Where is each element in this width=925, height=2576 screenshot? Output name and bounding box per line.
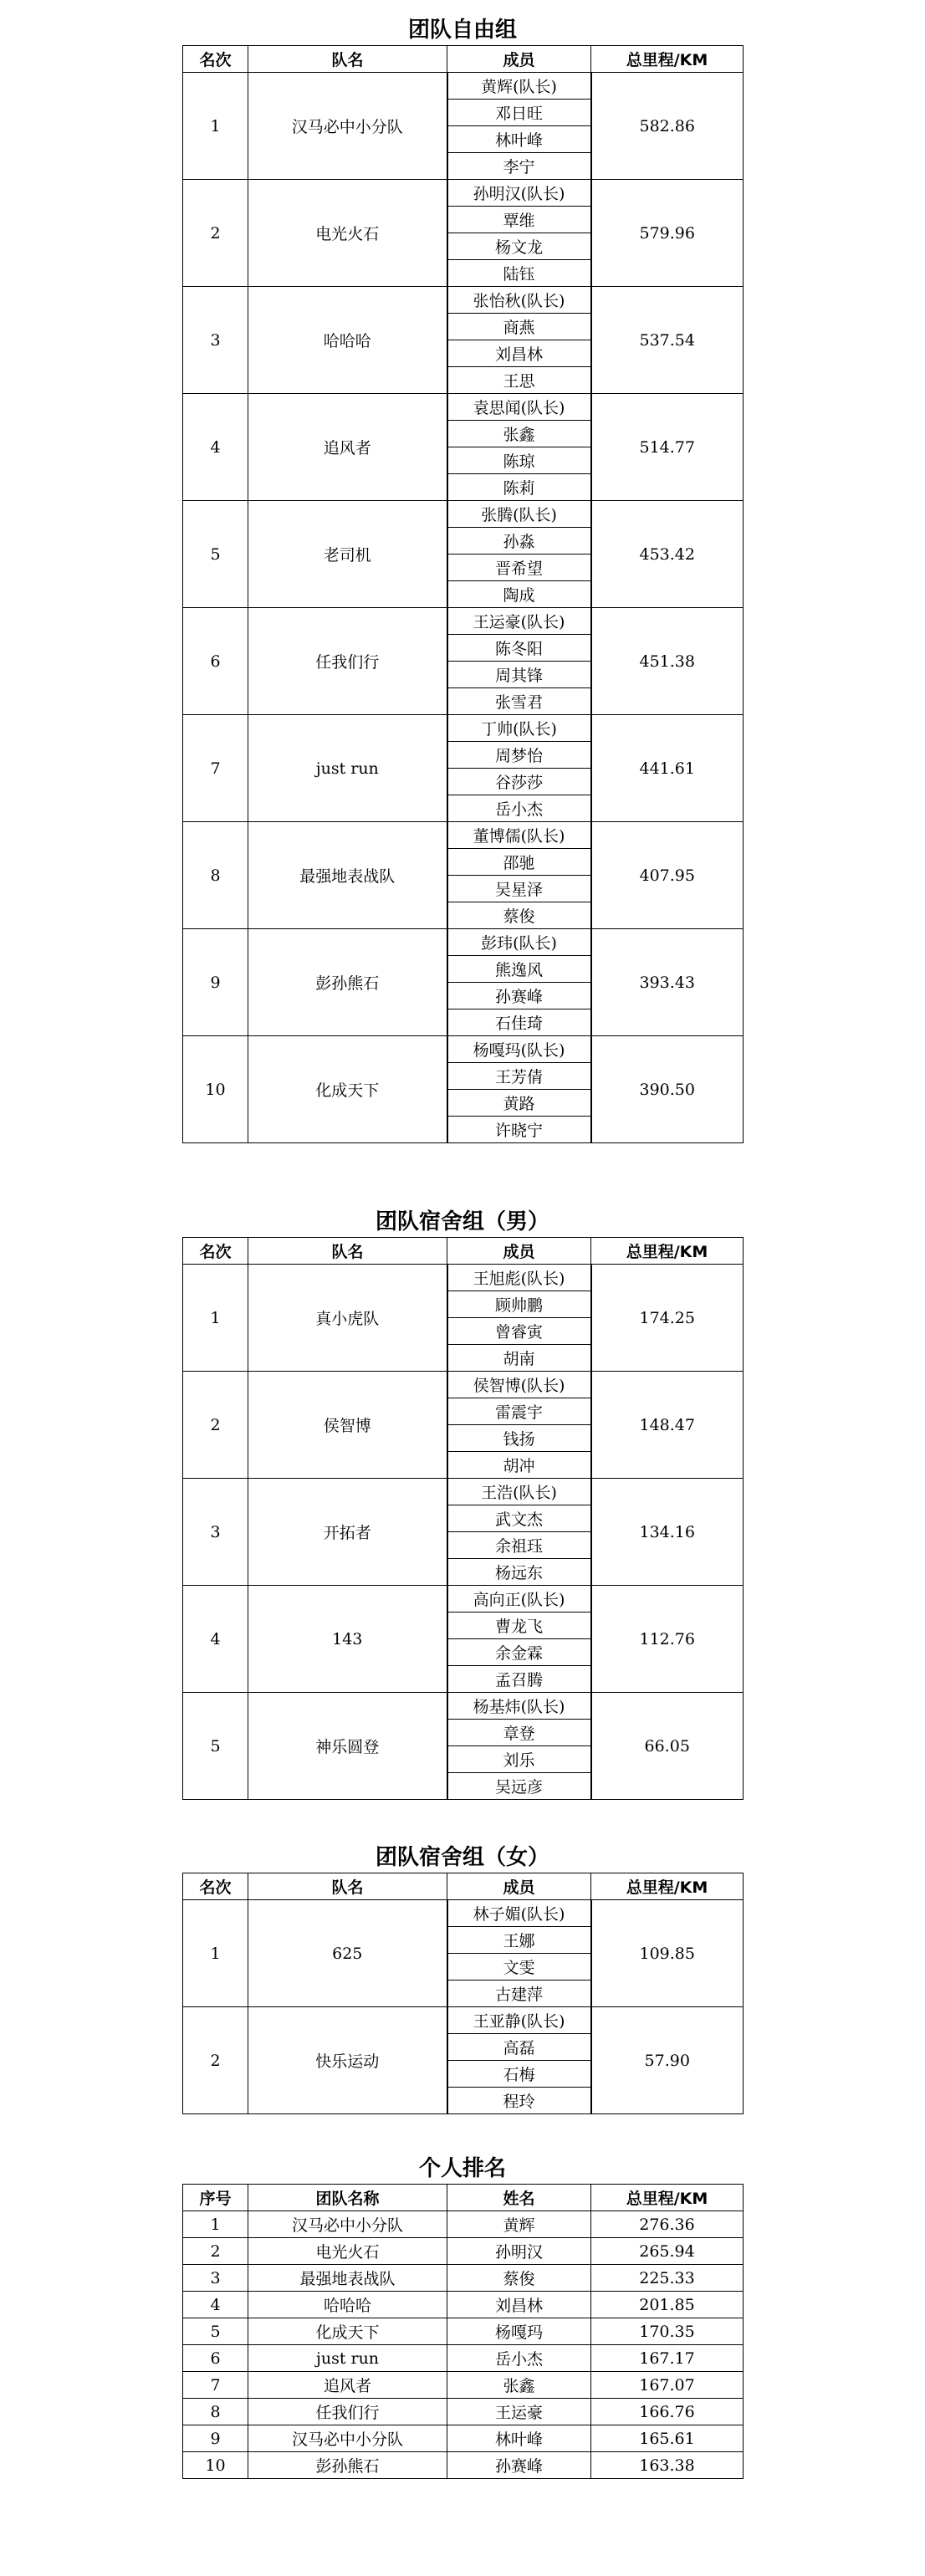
number-cell: 3 [183,2265,248,2292]
member-cell: 王亚静(队长) [447,2007,591,2034]
distance-cell: 201.85 [591,2292,744,2318]
member-cell: 王思 [447,367,591,394]
column-header: 成员 [447,1873,591,1900]
table-row [183,2452,744,2479]
member-cell: 章登 [447,1720,591,1746]
member-cell: 丁帅(队长) [447,715,591,742]
member-cell: 林叶峰 [447,126,591,153]
table-row [183,1900,744,1927]
distance-cell: 165.61 [591,2425,744,2452]
section-dorm-male [182,1207,743,1800]
table-row [183,2265,744,2292]
rank-cell: 2 [183,180,248,287]
table-row [183,2211,744,2238]
column-header: 队名 [248,46,447,73]
distance-cell: 109.85 [591,1900,744,2007]
free-group-title: 团队自由组 [407,18,517,43]
team-name-cell: 追风者 [248,2372,447,2399]
number-cell: 1 [183,2211,248,2238]
person-name-cell: 王运豪 [447,2399,591,2425]
table-row [183,2425,744,2452]
column-header: 姓名 [447,2185,591,2211]
number-cell: 8 [183,2399,248,2425]
member-cell: 刘乐 [447,1746,591,1773]
table-row [183,822,744,849]
dorm-female-title: 团队宿舍组（女） [375,1845,549,1870]
member-cell: 陶成 [447,581,591,608]
header-row [183,1873,744,1900]
dorm-male-table [182,1237,744,1800]
member-cell: 王芳倩 [447,1063,591,1090]
table-row [183,2238,744,2265]
team-name-cell: 汉马必中小分队 [248,73,447,180]
individual-title: 个人排名 [418,2156,506,2181]
table-row [183,501,744,528]
member-cell: 覃维 [447,207,591,233]
rank-cell: 5 [183,501,248,608]
table-row [183,715,744,742]
member-cell: 周其锋 [447,662,591,688]
dorm-female-table [182,1873,744,2114]
dorm-male-title: 团队宿舍组（男） [375,1209,549,1234]
member-cell: 商燕 [447,314,591,340]
team-name-cell: 电光火石 [248,180,447,287]
rank-cell: 1 [183,1265,248,1372]
member-cell: 张腾(队长) [447,501,591,528]
team-name-cell: 最强地表战队 [248,2265,447,2292]
team-name-cell: just run [248,715,447,822]
rank-cell: 10 [183,1036,248,1143]
number-cell: 7 [183,2372,248,2399]
member-cell: 石梅 [447,2061,591,2088]
column-header: 队名 [248,1238,447,1265]
member-cell: 杨嘎玛(队长) [447,1036,591,1063]
distance-cell: 582.86 [591,73,744,180]
team-name-cell: 电光火石 [248,2238,447,2265]
distance-cell: 167.17 [591,2345,744,2372]
member-cell: 周梦怡 [447,742,591,769]
team-name-cell: 彭孙熊石 [248,2452,447,2479]
column-header: 成员 [447,46,591,73]
member-cell: 余金霖 [447,1639,591,1666]
team-name-cell: 快乐运动 [248,2007,447,2114]
team-name-cell: 侯智博 [248,1372,447,1479]
header-row [183,46,744,73]
table-row [183,1265,744,1291]
table-row [183,2345,744,2372]
person-name-cell: 林叶峰 [447,2425,591,2452]
team-name-cell: 任我们行 [248,608,447,715]
member-cell: 胡冲 [447,1452,591,1479]
member-cell: 陈冬阳 [447,635,591,662]
column-header: 总里程/KM [591,46,744,73]
individual-table [182,2184,744,2479]
rank-cell: 1 [183,1900,248,2007]
team-name-cell: 开拓者 [248,1479,447,1586]
section-individual [182,2154,743,2479]
number-cell: 5 [183,2318,248,2345]
distance-cell: 112.76 [591,1586,744,1693]
rank-cell: 1 [183,73,248,180]
table-row [183,2007,744,2034]
member-cell: 黄辉(队长) [447,73,591,100]
table-row [183,287,744,314]
number-cell: 6 [183,2345,248,2372]
table-row [183,2372,744,2399]
member-cell: 张怡秋(队长) [447,287,591,314]
distance-cell: 276.36 [591,2211,744,2238]
table-row [183,608,744,635]
distance-cell: 451.38 [591,608,744,715]
table-row [183,1036,744,1063]
distance-cell: 265.94 [591,2238,744,2265]
person-name-cell: 岳小杰 [447,2345,591,2372]
member-cell: 孙淼 [447,528,591,555]
team-name-cell: 哈哈哈 [248,2292,447,2318]
table-row [183,1693,744,1720]
header-row [183,1238,744,1265]
column-header: 序号 [183,2185,248,2211]
distance-cell: 166.76 [591,2399,744,2425]
distance-cell: 537.54 [591,287,744,394]
member-cell: 吴远彦 [447,1773,591,1800]
column-header: 总里程/KM [591,2185,744,2211]
member-cell: 曹龙飞 [447,1613,591,1639]
distance-cell: 134.16 [591,1479,744,1586]
member-cell: 熊逸风 [447,956,591,983]
member-cell: 林子媚(队长) [447,1900,591,1927]
rank-cell: 4 [183,394,248,501]
distance-cell: 390.50 [591,1036,744,1143]
team-name-cell: 真小虎队 [248,1265,447,1372]
rank-cell: 6 [183,608,248,715]
member-cell: 邵驰 [447,849,591,876]
rank-cell: 9 [183,929,248,1036]
rank-cell: 3 [183,287,248,394]
column-header: 团队名称 [248,2185,447,2211]
member-cell: 邓日旺 [447,100,591,126]
section-free-group [182,15,743,1143]
team-name-cell: 625 [248,1900,447,2007]
number-cell: 2 [183,2238,248,2265]
distance-cell: 66.05 [591,1693,744,1800]
free-group-table [182,45,744,1143]
distance-cell: 167.07 [591,2372,744,2399]
table-row [183,1372,744,1398]
member-cell: 侯智博(队长) [447,1372,591,1398]
team-name-cell: 汉马必中小分队 [248,2425,447,2452]
member-cell: 王运豪(队长) [447,608,591,635]
member-cell: 张鑫 [447,421,591,447]
member-cell: 刘昌林 [447,340,591,367]
distance-cell: 57.90 [591,2007,744,2114]
member-cell: 孙赛峰 [447,983,591,1009]
table-row [183,2292,744,2318]
table-row [183,2318,744,2345]
distance-cell: 441.61 [591,715,744,822]
member-cell: 许晓宁 [447,1117,591,1143]
member-cell: 胡南 [447,1345,591,1372]
member-cell: 陈莉 [447,474,591,501]
member-cell: 文雯 [447,1954,591,1981]
member-cell: 黄路 [447,1090,591,1117]
member-cell: 王旭彪(队长) [447,1265,591,1291]
member-cell: 钱扬 [447,1425,591,1452]
rank-cell: 2 [183,1372,248,1479]
team-name-cell: 哈哈哈 [248,287,447,394]
distance-cell: 163.38 [591,2452,744,2479]
column-header: 总里程/KM [591,1238,744,1265]
number-cell: 9 [183,2425,248,2452]
column-header: 名次 [183,46,248,73]
person-name-cell: 蔡俊 [447,2265,591,2292]
member-cell: 谷莎莎 [447,769,591,795]
table-row [183,180,744,207]
column-header: 队名 [248,1873,447,1900]
member-cell: 陆钰 [447,260,591,287]
person-name-cell: 杨嘎玛 [447,2318,591,2345]
member-cell: 孟召腾 [447,1666,591,1693]
person-name-cell: 黄辉 [447,2211,591,2238]
member-cell: 晋希望 [447,555,591,581]
member-cell: 杨远东 [447,1559,591,1586]
distance-cell: 407.95 [591,822,744,929]
header-row [183,2185,744,2211]
table-row [183,1586,744,1613]
column-header: 成员 [447,1238,591,1265]
team-name-cell: 神乐圆登 [248,1693,447,1800]
member-cell: 吴星泽 [447,876,591,902]
member-cell: 岳小杰 [447,795,591,822]
table-row [183,2399,744,2425]
column-header: 总里程/KM [591,1873,744,1900]
team-name-cell: 彭孙熊石 [248,929,447,1036]
team-name-cell: 143 [248,1586,447,1693]
member-cell: 雷震宇 [447,1398,591,1425]
member-cell: 武文杰 [447,1505,591,1532]
person-name-cell: 孙明汉 [447,2238,591,2265]
team-name-cell: 老司机 [248,501,447,608]
member-cell: 彭玮(队长) [447,929,591,956]
member-cell: 杨基炜(队长) [447,1693,591,1720]
member-cell: 董博儒(队长) [447,822,591,849]
member-cell: 蔡俊 [447,902,591,929]
member-cell: 王娜 [447,1927,591,1954]
member-cell: 李宁 [447,153,591,180]
team-name-cell: 最强地表战队 [248,822,447,929]
team-name-cell: 任我们行 [248,2399,447,2425]
member-cell: 王浩(队长) [447,1479,591,1505]
member-cell: 曾睿寅 [447,1318,591,1345]
rank-cell: 7 [183,715,248,822]
table-row [183,394,744,421]
distance-cell: 170.35 [591,2318,744,2345]
member-cell: 高磊 [447,2034,591,2061]
rank-cell: 3 [183,1479,248,1586]
table-row [183,929,744,956]
column-header: 名次 [183,1873,248,1900]
table-row [183,1479,744,1505]
section-dorm-female [182,1843,743,2114]
distance-cell: 225.33 [591,2265,744,2292]
team-name-cell: 化成天下 [248,2318,447,2345]
number-cell: 10 [183,2452,248,2479]
member-cell: 古建萍 [447,1981,591,2007]
member-cell: 张雪君 [447,688,591,715]
team-name-cell: 化成天下 [248,1036,447,1143]
person-name-cell: 孙赛峰 [447,2452,591,2479]
member-cell: 顾帅鹏 [447,1291,591,1318]
team-name-cell: 追风者 [248,394,447,501]
distance-cell: 514.77 [591,394,744,501]
number-cell: 4 [183,2292,248,2318]
member-cell: 陈琼 [447,447,591,474]
rank-cell: 4 [183,1586,248,1693]
member-cell: 杨文龙 [447,233,591,260]
member-cell: 袁思闻(队长) [447,394,591,421]
rank-cell: 5 [183,1693,248,1800]
rank-cell: 2 [183,2007,248,2114]
member-cell: 程玲 [447,2088,591,2114]
person-name-cell: 刘昌林 [447,2292,591,2318]
rank-cell: 8 [183,822,248,929]
distance-cell: 579.96 [591,180,744,287]
member-cell: 高向正(队长) [447,1586,591,1613]
distance-cell: 393.43 [591,929,744,1036]
team-name-cell: just run [248,2345,447,2372]
member-cell: 石佳琦 [447,1009,591,1036]
column-header: 名次 [183,1238,248,1265]
member-cell: 孙明汉(队长) [447,180,591,207]
table-row [183,73,744,100]
distance-cell: 453.42 [591,501,744,608]
person-name-cell: 张鑫 [447,2372,591,2399]
distance-cell: 174.25 [591,1265,744,1372]
team-name-cell: 汉马必中小分队 [248,2211,447,2238]
distance-cell: 148.47 [591,1372,744,1479]
member-cell: 余祖珏 [447,1532,591,1559]
